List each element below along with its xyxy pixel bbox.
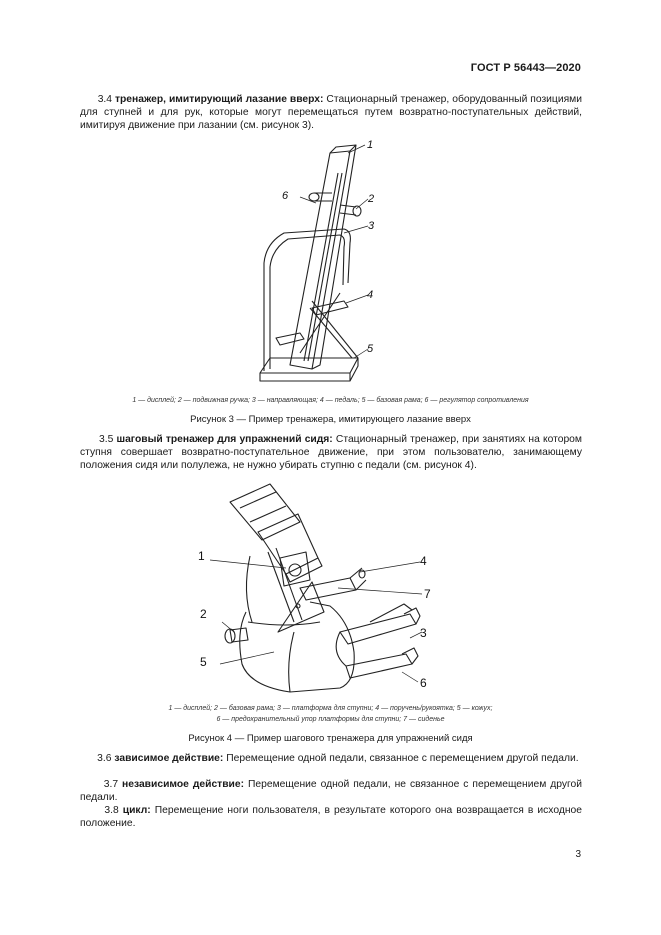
term: тренажер, имитирующий лазание вверх: bbox=[114, 94, 324, 105]
clause-number: 3.7 bbox=[103, 779, 119, 790]
figure-4-legend-line-1: 1 — дисплей; 2 — базовая рама; 3 — платформа для ступни; 4 — поручень/рукоятка; 5 — кожух; bbox=[168, 705, 493, 712]
standard-designation: ГОСТ Р 56443—2020 bbox=[470, 62, 581, 74]
fig3-label-5: 5 bbox=[367, 343, 374, 355]
definition-3-7 bbox=[80, 778, 582, 804]
figure-3-legend: 1 — дисплей; 2 — подвижная ручка; 3 — направляющая; 4 — педаль; 5 — базовая рама; 6 — регулятор сопротивления bbox=[132, 397, 529, 404]
definition-text: Перемещение одной педали, связанное с перемещением другой педали. bbox=[226, 753, 579, 764]
term: цикл: bbox=[122, 805, 151, 816]
definition-text: Стационарный тренажер, оборудованный позициями для ступней и для рук, которые могут перемещаться путем возвратно-поступательных действий, имитируя движение при лазании (см. рисунок 3). bbox=[80, 94, 582, 132]
clause-number: 3.8 bbox=[104, 805, 119, 816]
clause-number: 3.4 bbox=[97, 94, 113, 105]
fig4-label-6: 6 bbox=[420, 676, 427, 690]
figure-3-climber-drawing bbox=[240, 133, 400, 393]
fig3-label-1: 1 bbox=[367, 139, 374, 151]
figure-3-caption: Рисунок 3 — Пример тренажера, имитирующего лазание вверх bbox=[190, 414, 471, 425]
term: независимое действие: bbox=[122, 779, 245, 790]
definition-3-4 bbox=[80, 93, 582, 133]
definition-3-6 bbox=[80, 752, 582, 765]
fig3-label-2: 2 bbox=[368, 193, 375, 205]
fig4-label-7: 7 bbox=[424, 587, 431, 601]
term: зависимое действие: bbox=[114, 753, 224, 764]
clause-number: 3.6 bbox=[97, 753, 112, 764]
fig3-label-6: 6 bbox=[282, 190, 289, 202]
term: шаговый тренажер для упражнений сидя: bbox=[116, 434, 333, 445]
page-number: 3 bbox=[575, 849, 581, 860]
definition-text: Стационарный тренажер, при занятиях на котором ступня совершает возвратно-поступательное движение, при этом пользователю, занимающему положения сидя или полулежа, не нужно убирать ступню с педали (см. рисунок 4). bbox=[80, 434, 582, 472]
figure-4-seated-stepper-drawing bbox=[190, 482, 450, 704]
fig3-label-4: 4 bbox=[367, 289, 374, 301]
fig4-label-4: 4 bbox=[420, 554, 427, 568]
definition-text: Перемещение ноги пользователя, в результате которого она возвращается в исходное положение. bbox=[80, 805, 582, 830]
fig4-label-1: 1 bbox=[198, 549, 205, 563]
definition-3-5 bbox=[80, 433, 582, 473]
fig3-label-3: 3 bbox=[368, 220, 375, 232]
definition-3-8 bbox=[80, 804, 582, 830]
figure-4-legend-line-2: 6 — предохранительный упор платформы для ступни; 7 — сиденье bbox=[216, 716, 445, 723]
figure-4-caption: Рисунок 4 — Пример шагового тренажера для упражнений сидя bbox=[188, 733, 473, 744]
definition-text: Перемещение одной педали, не связанное с перемещением другой педали. bbox=[80, 779, 583, 804]
fig4-label-3: 3 bbox=[420, 626, 427, 640]
fig4-label-5: 5 bbox=[200, 655, 207, 669]
fig4-label-2: 2 bbox=[200, 607, 207, 621]
clause-number: 3.5 bbox=[98, 434, 114, 445]
